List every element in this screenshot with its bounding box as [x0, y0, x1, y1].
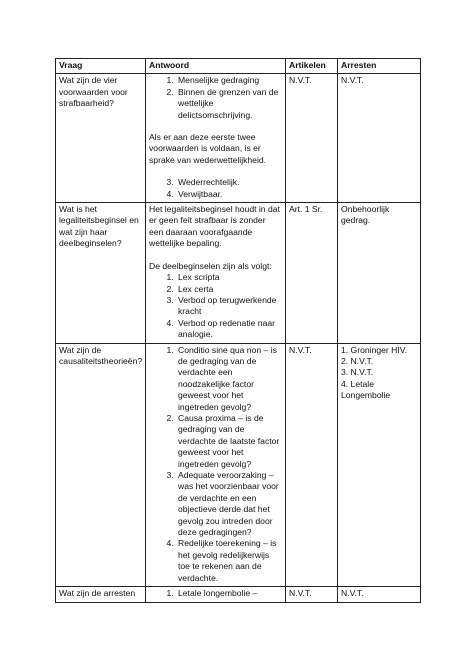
answer-text: Het legaliteitsbeginsel houdt in dat er geen feit strafbaar is zonder een daaraan voorafgaande wettelijke bepaling.: [149, 204, 280, 249]
list-item: 3. Wederrechtelijk.: [176, 177, 282, 188]
list-item: 1. Lex scripta: [176, 272, 282, 283]
arrest-line: 4. Letale Longembolie: [341, 378, 391, 401]
list-item: 4. Redelijke toerekening – is het gevolg redelijkerwijs toe te rekenen aan de verdachte.: [176, 538, 282, 584]
answer-list: [149, 177, 282, 200]
arrest-line: 2. N.V.T.: [341, 355, 374, 366]
antwoord-cell: [146, 343, 286, 587]
table-row: [56, 343, 421, 587]
artikelen-cell: Art. 1 Sr.: [286, 203, 338, 343]
list-item: 1. Menselijke gedraging: [176, 75, 282, 86]
table-row: [56, 203, 421, 343]
answer-text: Als er aan deze eerste twee voorwaarden is voldaan, is er sprake van wederwettelijkheid.: [149, 132, 267, 165]
qa-table: [55, 58, 421, 603]
list-item: 2. Lex certa: [176, 284, 282, 295]
table-row: [56, 74, 421, 203]
artikelen-cell: N.V.T.: [286, 587, 338, 603]
list-item: 2. Causa proxima – is de gedraging van de verdachte de laatste factor geweest voor het ingetreden gevolg?: [176, 413, 282, 470]
list-item: 1. Conditio sine qua non – is de gedraging van de verdachte een noodzakelijke factor geweest voor het ingetreden gevolg?: [176, 345, 282, 413]
arrest-line: 1. Groninger HIV.: [341, 344, 408, 355]
list-item: 3. Adequate veroorzaking – was het voorzienbaar voor de verdachte en een objectieve derde dat het gevolg zou intreden door deze gedragingen?: [176, 470, 282, 538]
arresten-cell: [338, 343, 421, 587]
answer-list: [149, 272, 282, 340]
list-item: 1. Letale longembolie –: [176, 588, 282, 599]
list-item: 2. Binnen de grenzen van de wettelijke delictsomschrijving.: [176, 87, 282, 121]
table-row: [56, 587, 421, 603]
arrest-line: 3. N.V.T.: [341, 367, 374, 378]
list-item: 3. Verbod op terugwerkende kracht: [176, 295, 282, 318]
header-arresten: Arresten: [338, 59, 421, 74]
list-item: 4. Verbod op redenatie naar analogie.: [176, 318, 282, 341]
header-artikelen: Artikelen: [286, 59, 338, 74]
list-item: 4. Verwijtbaar.: [176, 189, 282, 200]
vraag-cell: Wat zijn de vier voorwaarden voor strafbaarheid?: [56, 74, 146, 203]
antwoord-cell: [146, 587, 286, 603]
artikelen-cell: N.V.T.: [286, 343, 338, 587]
antwoord-cell: [146, 203, 286, 343]
answer-text: De deelbeginselen zijn als volgt:: [149, 260, 272, 271]
header-vraag: Vraag: [56, 59, 146, 74]
header-row: [56, 59, 421, 74]
arresten-cell: Onbehoorlijk gedrag.: [338, 203, 421, 343]
antwoord-cell: [146, 74, 286, 203]
answer-list: [149, 75, 282, 121]
arresten-cell: N.V.T.: [338, 74, 421, 203]
vraag-cell: Wat zijn de causaliteitstheorieën?: [56, 343, 146, 587]
vraag-cell: Wat zijn de arresten: [56, 587, 146, 603]
artikelen-cell: N.V.T.: [286, 74, 338, 203]
header-antwoord: Antwoord: [146, 59, 286, 74]
answer-list: [149, 588, 282, 599]
arresten-cell: N.V.T.: [338, 587, 421, 603]
vraag-cell: Wat is het legaliteitsbeginsel en wat zijn haar deelbeginselen?: [56, 203, 146, 343]
answer-list: [149, 345, 282, 585]
